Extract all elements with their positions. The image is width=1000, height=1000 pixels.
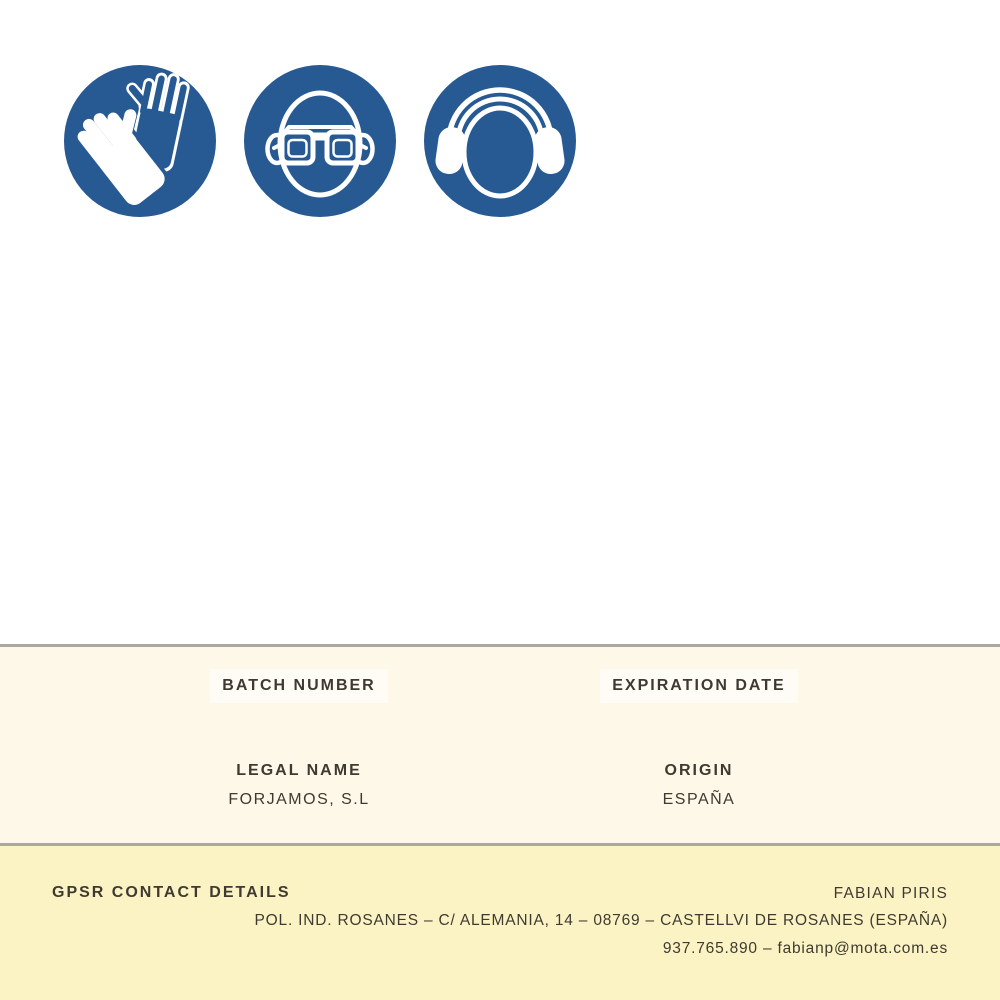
gpsr-contact-phone-email: 937.765.890 – fabianp@mota.com.es bbox=[662, 940, 948, 957]
ear-protection-required-icon bbox=[424, 65, 576, 217]
origin-value: ESPAÑA bbox=[662, 791, 736, 808]
gloves-required-icon bbox=[64, 65, 216, 217]
gpsr-contact-name: FABIAN PIRIS bbox=[833, 885, 948, 902]
legal-name-label: LEGAL NAME bbox=[236, 762, 362, 779]
origin-label: ORIGIN bbox=[664, 762, 734, 779]
batch-number-label: BATCH NUMBER bbox=[210, 669, 387, 703]
safety-icons-row bbox=[64, 65, 576, 217]
gpsr-contact-address: POL. IND. ROSANES – C/ ALEMANIA, 14 – 08769 – CASTELLVI DE ROSANES (ESPAÑA) bbox=[254, 912, 948, 929]
gpsr-contact-section bbox=[0, 846, 1000, 1000]
batch-number-field bbox=[149, 669, 449, 713]
product-info-section bbox=[0, 647, 1000, 843]
expiration-date-label: EXPIRATION DATE bbox=[600, 669, 797, 703]
gpsr-heading: GPSR CONTACT DETAILS bbox=[52, 884, 291, 901]
legal-name-value: FORJAMOS, S.L bbox=[228, 791, 370, 808]
expiration-date-field bbox=[549, 669, 849, 713]
origin-field bbox=[549, 761, 849, 809]
legal-name-field bbox=[149, 761, 449, 809]
eye-protection-required-icon bbox=[244, 65, 396, 217]
